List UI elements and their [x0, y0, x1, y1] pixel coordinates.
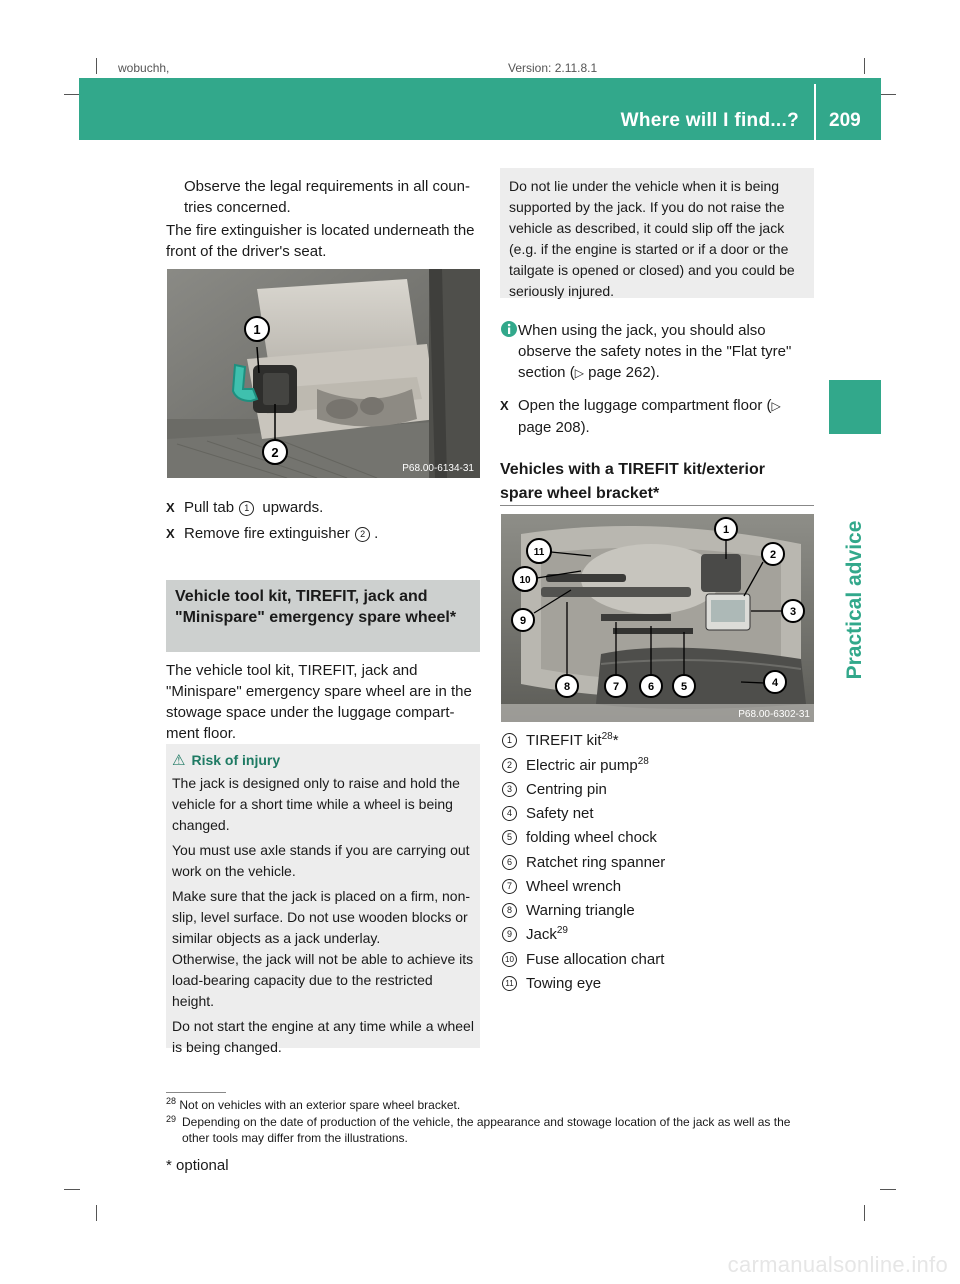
legend-number: 9	[502, 927, 517, 942]
crop-mark	[96, 1205, 97, 1221]
footnote-rule	[166, 1092, 226, 1093]
section-title: Where will I find...?	[620, 110, 799, 131]
extinguisher-text: The fire extinguisher is located underneath the front of the driver's seat.	[166, 222, 475, 260]
legend-number: 11	[502, 976, 517, 991]
svg-text:9: 9	[519, 615, 527, 627]
warning-paragraph: Do not start the engine at any time while a wheel is being changed.	[172, 1018, 474, 1055]
warning-paragraph: Make sure that the jack is placed on a firm, non-slip, level surface. Do not use wooden blocks or similar objects as a jack underlay.	[172, 888, 471, 946]
ref-circle: 1	[239, 501, 254, 516]
svg-text:2: 2	[271, 445, 279, 460]
legend-number: 4	[502, 806, 517, 821]
step-arrow-icon: X	[500, 398, 509, 413]
optional-note: * optional	[166, 1157, 229, 1174]
side-chapter-label: Practical advice	[843, 520, 866, 680]
warning-content	[172, 750, 474, 1058]
legend-number: 1	[502, 733, 517, 748]
legend-number: 3	[502, 782, 517, 797]
legend-number: 10	[502, 952, 517, 967]
side-tab	[829, 380, 881, 434]
svg-text:1: 1	[253, 322, 261, 337]
section-heading: Vehicle tool kit, TIREFIT, jack and "Minispare" emergency spare wheel*	[175, 588, 457, 626]
crop-mark	[64, 94, 80, 95]
print-meta-version: Version: 2.11.8.1	[508, 62, 598, 74]
legend-number: 7	[502, 879, 517, 894]
page-number: 209	[829, 110, 861, 131]
crop-mark	[864, 58, 865, 74]
info-text: When using the jack, you should also observe the safety notes in the "Flat tyre" section (▷ page 262).	[518, 322, 792, 381]
warning-continued-text: Do not lie under the vehicle when it is being supported by the jack. If you do not raise the vehicle as described, it could slip off the jack (e.g. if the engine is started or if a door or the tailgate is opened or closed) and you could be seriously injured.	[509, 178, 795, 299]
crop-mark	[880, 94, 896, 95]
crop-mark	[864, 1205, 865, 1221]
warning-triangle-icon: ⚠	[172, 752, 186, 769]
subheading-rule	[500, 505, 814, 506]
warning-paragraph: You must use axle stands if you are carrying out work on the vehicle.	[172, 842, 470, 879]
warning-title: Risk of injury	[191, 752, 281, 768]
svg-text:11: 11	[533, 547, 545, 558]
seat-figure	[167, 269, 480, 478]
crop-mark	[64, 1189, 80, 1190]
footnote: 29 Depending on the date of production of the vehicle, the appearance and stowage location of the jack as well as the other tools may differ from the illustrations.	[166, 1114, 791, 1145]
footnote: $^{28}$ Not on vehicles with an exterior spare wheel bracket.	[166, 1096, 461, 1112]
legend-number: 8	[502, 903, 517, 918]
info-icon	[500, 320, 520, 340]
svg-text:2: 2	[769, 549, 777, 561]
warning-paragraph: Otherwise, the jack will not be able to achieve its load-bearing capacity due to the restricted height.	[172, 951, 474, 1009]
svg-text:1: 1	[722, 524, 730, 536]
subheading: Vehicles with a TIREFIT kit/exterior spare wheel bracket*	[500, 461, 765, 502]
toolkit-illustration	[501, 514, 814, 722]
seat-illustration	[167, 269, 480, 478]
toolkit-figure	[501, 514, 814, 722]
legend-number: 2	[502, 758, 517, 773]
svg-text:7: 7	[612, 681, 620, 693]
warning-header	[172, 750, 474, 771]
svg-text:3: 3	[789, 606, 797, 618]
crop-mark	[880, 1189, 896, 1190]
print-meta-left: wobuchh,	[118, 62, 170, 74]
watermark: carmanualsonline.info	[727, 1252, 948, 1277]
figure-code: P68.00-6134-31	[402, 463, 474, 474]
legend-number: 5	[502, 830, 517, 845]
section-intro: The vehicle tool kit, TIREFIT, jack and "Minispare" emergency spare wheel are in the stowage space under the luggage compart-ment floor.	[166, 662, 472, 742]
warning-continued-box	[500, 168, 814, 298]
legend-number: 6	[502, 855, 517, 870]
svg-text:6: 6	[647, 681, 655, 693]
warning-box	[166, 744, 480, 1055]
svg-text:10: 10	[519, 575, 531, 586]
ref-circle: 2	[355, 527, 370, 542]
crop-mark	[96, 58, 97, 74]
warning-paragraph: The jack is designed only to raise and hold the vehicle for a short time while a wheel is being changed.	[172, 775, 460, 833]
svg-text:4: 4	[771, 677, 779, 689]
step-open-luggage-floor: X Open the luggage compartment floor (▷ page 208).	[500, 397, 781, 436]
page-header	[79, 78, 881, 140]
step-arrow-icon: X	[166, 500, 175, 515]
figure-code: P68.00-6302-31	[738, 709, 810, 720]
step-arrow-icon: X	[166, 526, 175, 541]
legal-text: Observe the legal requirements in all coun-tries concerned.	[184, 178, 470, 216]
header-divider	[814, 84, 816, 140]
svg-text:5: 5	[680, 681, 688, 693]
svg-text:8: 8	[563, 681, 571, 693]
step-pull-tab: X Pull tab 1 upwards.	[166, 499, 324, 516]
step-remove-extinguisher: X Remove fire extinguisher 2 .	[166, 525, 379, 542]
